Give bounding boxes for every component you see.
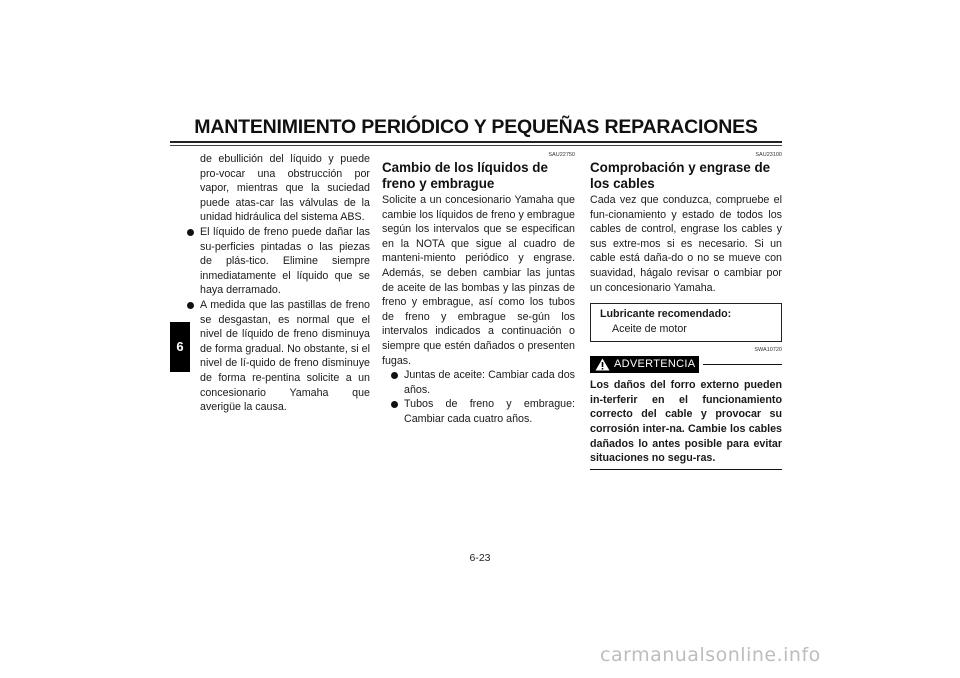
section-code: SAU22750: [548, 152, 575, 158]
warning-triangle-icon: [595, 358, 610, 371]
bullet-text: A medida que las pastillas de freno se desgastan, es normal que el nivel de líquido de freno disminuya de forma gradual. No obstante, si el nivel de lí-quido de freno disminuye de forma re-pentina solicite a un concesionario Yamaha que averigüe la causa.: [200, 298, 370, 414]
column-middle: [382, 152, 575, 427]
section-body: Solicite a un concesionario Yamaha que cambie los líquidos de freno y embrague según los intervalos que se especifican en la NOTA que sigue al cuadro de manteni-miento periódico y engrase. Además, se deben cambiar las juntas de aceite de las bombas y las pinzas de freno y embrague, así como los tubos de freno y embrague se-gún los intervalos indicados a continuación o siempre que estén dañados o presenten fugas.: [382, 194, 575, 367]
warning-text: Los daños del forro externo pueden in-terferir en el funcionamiento correcto del cable y provocar su corrosión inter-na. Cambie los cables dañados lo antes posible para evitar situaciones no segu-ras.: [590, 379, 782, 465]
bullet-dot-icon: [187, 302, 194, 309]
watermark: carmanualsonline.info: [600, 644, 821, 666]
bullet-dot-icon: [187, 229, 194, 236]
section-title-brake-fluid: Cambio de los líquidos de freno y embrague: [382, 160, 548, 191]
section-title-cables: Comprobación y engrase de los cables: [590, 160, 771, 191]
bullet-item: [390, 397, 575, 426]
header-rule-thick: [170, 141, 782, 143]
bullet-item: [186, 298, 370, 415]
section-body: Cada vez que conduzca, compruebe el fun-cionamiento y estado de todos los cables de control, engrase los cables y sus extre-mos si es necesario. Si un cable está daña-do o no se mueve con suavidad, hágalo revisar o cambiar por un concesionario Yamaha.: [590, 194, 782, 294]
page-number: 6-23: [469, 552, 491, 564]
bullet-item: [186, 225, 370, 298]
warning-badge: [590, 356, 699, 373]
warning-rule: [703, 364, 782, 365]
warning-header: [590, 356, 782, 375]
lubricant-box-value: Aceite de motor: [612, 322, 687, 335]
page-header-title: MANTENIMIENTO PERIÓDICO Y PEQUEÑAS REPARACIONES: [194, 116, 758, 138]
bullet-dot-icon: [391, 372, 398, 379]
chapter-tab: 6: [170, 322, 190, 372]
bullet-text: Tubos de freno y embrague: Cambiar cada cuatro años.: [404, 398, 575, 425]
bullet-text: El líquido de freno puede dañar las su-perficies pintadas o las piezas de plás-tico. Elimine siempre inmediatamente el líquido que se haya derramado.: [200, 225, 370, 297]
bullet-dot-icon: [391, 401, 398, 408]
warning-end-rule: [590, 469, 782, 470]
column-right: [590, 152, 782, 470]
warning-label: ADVERTENCIA: [614, 358, 696, 371]
lubricant-box: [590, 303, 782, 342]
lubricant-box-title: Lubricante recomendado:: [600, 308, 732, 321]
warning-code: SWA10720: [754, 347, 782, 354]
bullet-item: [390, 368, 575, 397]
section-code: SAU23100: [755, 152, 782, 158]
column-left: [186, 152, 370, 415]
bullet-text: Juntas de aceite: Cambiar cada dos años.: [404, 369, 575, 396]
header-rule-thin: [170, 145, 782, 146]
continuation-paragraph: de ebullición del líquido y puede pro-vocar una obstrucción por vapor, mientras que la suciedad puede atas-car las válvulas de la unidad hidráulica del sistema ABS.: [200, 153, 370, 224]
